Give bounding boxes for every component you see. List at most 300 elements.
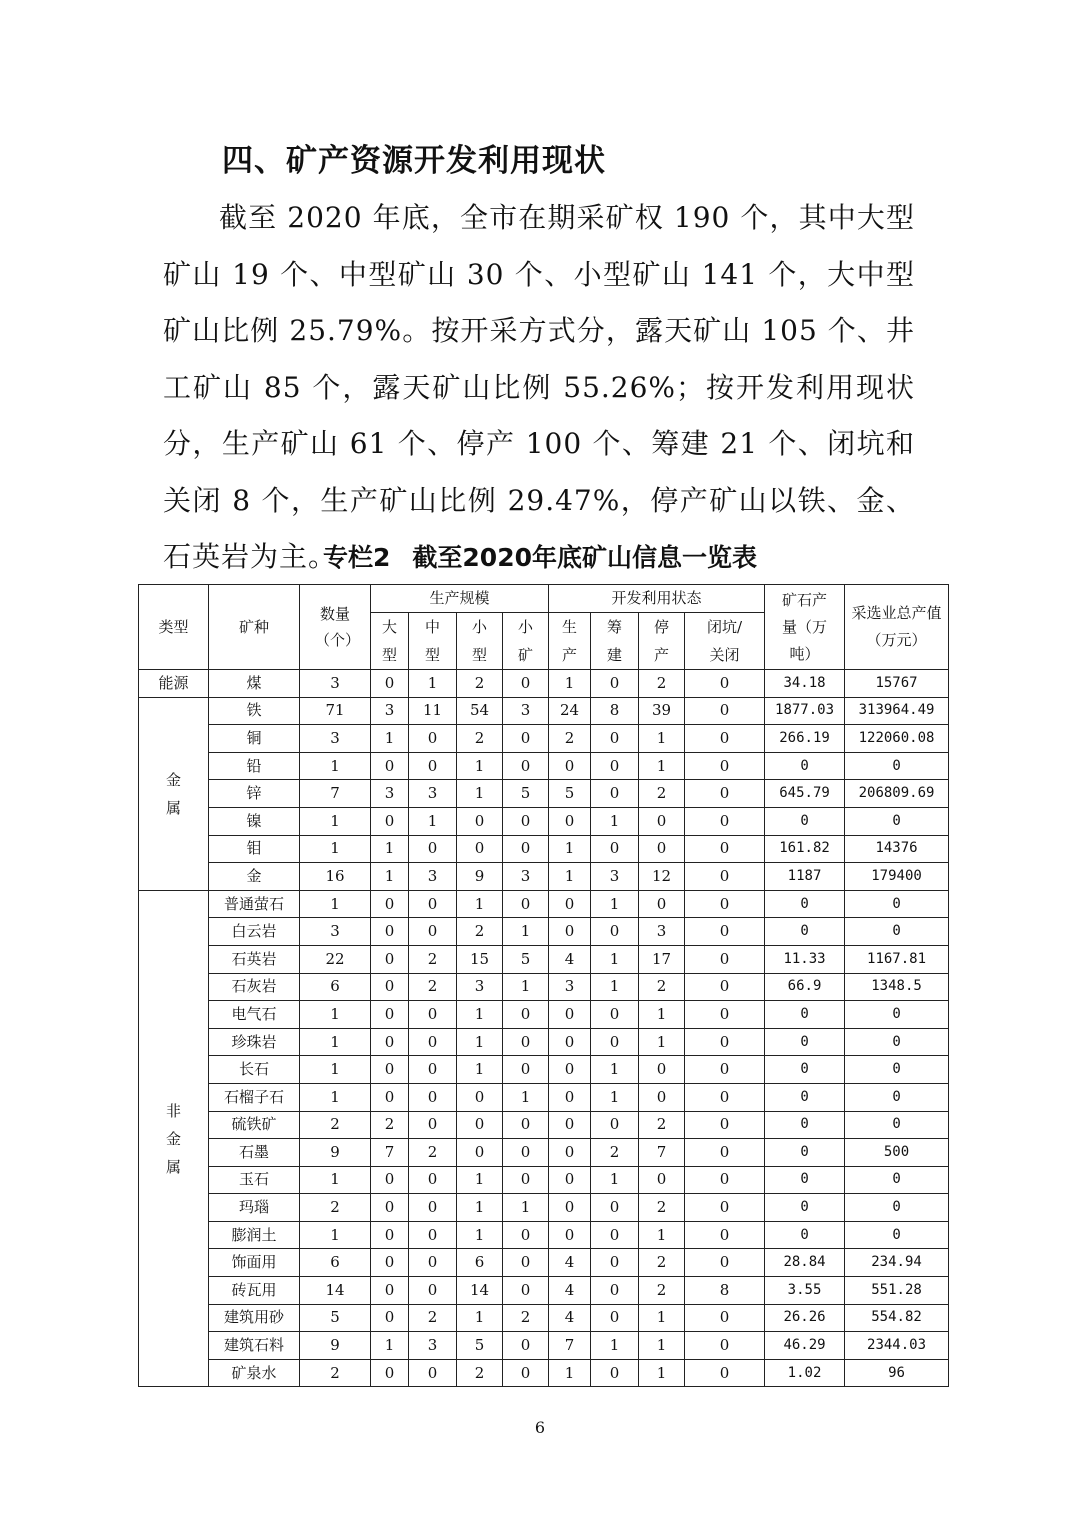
cell-producing: 0 xyxy=(549,1221,591,1249)
cell-large: 3 xyxy=(371,780,409,808)
cell-output: 34.18 xyxy=(765,670,845,698)
cell-small: 0 xyxy=(457,1083,503,1111)
cell-large: 1 xyxy=(371,863,409,891)
cell-producing: 1 xyxy=(549,863,591,891)
cell-count: 1 xyxy=(300,1056,371,1084)
cell-mini: 0 xyxy=(503,670,549,698)
cell-count: 3 xyxy=(300,725,371,753)
cell-closed: 0 xyxy=(685,1249,765,1277)
cell-closed: 0 xyxy=(685,697,765,725)
cell-value: 1167.81 xyxy=(845,945,949,973)
cell-large: 7 xyxy=(371,1139,409,1167)
table-row xyxy=(139,780,949,808)
cell-closed: 0 xyxy=(685,1304,765,1332)
cell-value: 15767 xyxy=(845,670,949,698)
cell-mini: 0 xyxy=(503,1221,549,1249)
cell-output: 0 xyxy=(765,1028,845,1056)
cell-producing: 1 xyxy=(549,1359,591,1387)
cell-medium: 0 xyxy=(409,1221,457,1249)
cell-large: 2 xyxy=(371,1111,409,1139)
cell-output: 46.29 xyxy=(765,1332,845,1360)
cell-value: 0 xyxy=(845,890,949,918)
category-energy: 能源 xyxy=(139,670,209,698)
cell-count: 1 xyxy=(300,1166,371,1194)
cell-output: 1877.03 xyxy=(765,697,845,725)
cell-count: 3 xyxy=(300,670,371,698)
cell-mineral: 铜 xyxy=(209,725,300,753)
cell-mini: 0 xyxy=(503,890,549,918)
cell-halted: 2 xyxy=(639,1194,685,1222)
cell-large: 0 xyxy=(371,945,409,973)
cell-halted: 1 xyxy=(639,1332,685,1360)
cell-closed: 0 xyxy=(685,1359,765,1387)
cell-medium: 0 xyxy=(409,1028,457,1056)
header-output: 矿石产量（万吨） xyxy=(765,585,845,670)
cell-value: 0 xyxy=(845,918,949,946)
cell-small: 0 xyxy=(457,1139,503,1167)
cell-large: 0 xyxy=(371,890,409,918)
cell-small: 2 xyxy=(457,918,503,946)
cell-medium: 0 xyxy=(409,752,457,780)
cell-halted: 0 xyxy=(639,890,685,918)
cell-producing: 0 xyxy=(549,1194,591,1222)
cell-halted: 1 xyxy=(639,725,685,753)
cell-producing: 0 xyxy=(549,1083,591,1111)
cell-producing: 0 xyxy=(549,1028,591,1056)
cell-medium: 1 xyxy=(409,670,457,698)
cell-medium: 2 xyxy=(409,945,457,973)
cell-mini: 1 xyxy=(503,973,549,1001)
cell-medium: 1 xyxy=(409,807,457,835)
cell-producing: 24 xyxy=(549,697,591,725)
cell-large: 0 xyxy=(371,1249,409,1277)
table-row xyxy=(139,697,949,725)
cell-producing: 0 xyxy=(549,1111,591,1139)
cell-mineral: 石榴子石 xyxy=(209,1083,300,1111)
cell-planning: 0 xyxy=(591,752,639,780)
header-status-producing: 生产 xyxy=(549,613,591,670)
cell-value: 179400 xyxy=(845,863,949,891)
cell-closed: 0 xyxy=(685,835,765,863)
cell-output: 645.79 xyxy=(765,780,845,808)
cell-halted: 1 xyxy=(639,1001,685,1029)
cell-planning: 0 xyxy=(591,918,639,946)
category-metal: 金属 xyxy=(139,697,209,890)
cell-closed: 0 xyxy=(685,1056,765,1084)
cell-large: 0 xyxy=(371,807,409,835)
table-caption xyxy=(0,538,1080,574)
cell-output: 1.02 xyxy=(765,1359,845,1387)
header-scale-large: 大型 xyxy=(371,613,409,670)
cell-producing: 4 xyxy=(549,945,591,973)
header-type: 类型 xyxy=(139,585,209,670)
cell-planning: 0 xyxy=(591,725,639,753)
cell-mineral: 玛瑙 xyxy=(209,1194,300,1222)
cell-planning: 1 xyxy=(591,973,639,1001)
cell-planning: 3 xyxy=(591,863,639,891)
cell-planning: 2 xyxy=(591,1139,639,1167)
cell-halted: 2 xyxy=(639,1249,685,1277)
cell-output: 1187 xyxy=(765,863,845,891)
table-row xyxy=(139,1111,949,1139)
cell-mineral: 石灰岩 xyxy=(209,973,300,1001)
cell-small: 0 xyxy=(457,835,503,863)
cell-halted: 0 xyxy=(639,1083,685,1111)
cell-mini: 0 xyxy=(503,1332,549,1360)
cell-halted: 2 xyxy=(639,973,685,1001)
cell-closed: 0 xyxy=(685,973,765,1001)
cell-small: 54 xyxy=(457,697,503,725)
cell-value: 96 xyxy=(845,1359,949,1387)
cell-medium: 3 xyxy=(409,1332,457,1360)
cell-halted: 2 xyxy=(639,1111,685,1139)
cell-small: 1 xyxy=(457,780,503,808)
cell-value: 313964.49 xyxy=(845,697,949,725)
cell-producing: 0 xyxy=(549,752,591,780)
cell-value: 122060.08 xyxy=(845,725,949,753)
cell-closed: 0 xyxy=(685,670,765,698)
cell-planning: 1 xyxy=(591,945,639,973)
cell-halted: 1 xyxy=(639,752,685,780)
cell-producing: 1 xyxy=(549,670,591,698)
cell-closed: 0 xyxy=(685,1001,765,1029)
cell-producing: 0 xyxy=(549,807,591,835)
cell-mini: 5 xyxy=(503,780,549,808)
cell-value: 2344.03 xyxy=(845,1332,949,1360)
cell-mineral: 砖瓦用 xyxy=(209,1277,300,1305)
cell-halted: 0 xyxy=(639,1166,685,1194)
cell-small: 1 xyxy=(457,1056,503,1084)
cell-medium: 0 xyxy=(409,725,457,753)
table-row xyxy=(139,1083,949,1111)
cell-closed: 0 xyxy=(685,725,765,753)
cell-medium: 0 xyxy=(409,1083,457,1111)
cell-small: 1 xyxy=(457,752,503,780)
cell-count: 9 xyxy=(300,1332,371,1360)
header-status-halted: 停产 xyxy=(639,613,685,670)
cell-output: 0 xyxy=(765,752,845,780)
cell-value: 0 xyxy=(845,1056,949,1084)
cell-planning: 0 xyxy=(591,1194,639,1222)
header-status-closed: 闭坑/关闭 xyxy=(685,613,765,670)
cell-mini: 1 xyxy=(503,1194,549,1222)
cell-mini: 3 xyxy=(503,863,549,891)
table-row xyxy=(139,752,949,780)
cell-value: 0 xyxy=(845,1001,949,1029)
cell-mini: 5 xyxy=(503,945,549,973)
cell-large: 0 xyxy=(371,670,409,698)
cell-value: 1348.5 xyxy=(845,973,949,1001)
cell-medium: 0 xyxy=(409,918,457,946)
cell-small: 5 xyxy=(457,1332,503,1360)
cell-mini: 1 xyxy=(503,1083,549,1111)
cell-mineral: 硫铁矿 xyxy=(209,1111,300,1139)
cell-small: 1 xyxy=(457,1001,503,1029)
cell-large: 0 xyxy=(371,1028,409,1056)
cell-count: 1 xyxy=(300,890,371,918)
cell-mineral: 锌 xyxy=(209,780,300,808)
category-nonmetal: 非金属 xyxy=(139,890,209,1387)
header-scale-mini: 小矿 xyxy=(503,613,549,670)
cell-count: 6 xyxy=(300,973,371,1001)
cell-value: 551.28 xyxy=(845,1277,949,1305)
cell-producing: 1 xyxy=(549,835,591,863)
cell-count: 6 xyxy=(300,1249,371,1277)
cell-medium: 11 xyxy=(409,697,457,725)
cell-output: 0 xyxy=(765,890,845,918)
cell-closed: 0 xyxy=(685,807,765,835)
cell-small: 6 xyxy=(457,1249,503,1277)
cell-medium: 3 xyxy=(409,863,457,891)
cell-output: 0 xyxy=(765,1139,845,1167)
cell-mineral: 电气石 xyxy=(209,1001,300,1029)
cell-count: 1 xyxy=(300,835,371,863)
cell-mineral: 建筑用砂 xyxy=(209,1304,300,1332)
cell-mineral: 膨润土 xyxy=(209,1221,300,1249)
cell-count: 1 xyxy=(300,1221,371,1249)
cell-output: 0 xyxy=(765,1001,845,1029)
cell-closed: 0 xyxy=(685,918,765,946)
cell-mini: 0 xyxy=(503,1001,549,1029)
body-paragraph: 截至 2020 年底，全市在期采矿权 190 个，其中大型矿山 19 个、中型矿山 30 个、小型矿山 141 个，大中型矿山比例 25.79%。按开采方式分，露天矿山 105 个、井工矿山 85 个，露天矿山比例 55.26%；按开发利用现状分，生产矿山 61 个、停产 100 个、筹建 21 个、闭坑和关闭 8 个，生产矿山比例 29.47%，停产矿山以铁、金、石英岩为主。 xyxy=(163,201,915,573)
table-row xyxy=(139,1332,949,1360)
cell-producing: 0 xyxy=(549,1056,591,1084)
cell-producing: 2 xyxy=(549,725,591,753)
cell-halted: 39 xyxy=(639,697,685,725)
cell-mini: 0 xyxy=(503,1277,549,1305)
cell-mineral: 建筑石料 xyxy=(209,1332,300,1360)
cell-closed: 0 xyxy=(685,1111,765,1139)
cell-value: 554.82 xyxy=(845,1304,949,1332)
cell-halted: 2 xyxy=(639,780,685,808)
cell-closed: 0 xyxy=(685,863,765,891)
cell-mineral: 铅 xyxy=(209,752,300,780)
cell-mineral: 长石 xyxy=(209,1056,300,1084)
cell-small: 2 xyxy=(457,725,503,753)
cell-small: 15 xyxy=(457,945,503,973)
cell-halted: 0 xyxy=(639,835,685,863)
cell-count: 5 xyxy=(300,1304,371,1332)
table-row xyxy=(139,835,949,863)
cell-value: 234.94 xyxy=(845,1249,949,1277)
cell-large: 0 xyxy=(371,973,409,1001)
cell-output: 0 xyxy=(765,918,845,946)
cell-mini: 0 xyxy=(503,1139,549,1167)
cell-medium: 0 xyxy=(409,1277,457,1305)
cell-large: 0 xyxy=(371,1277,409,1305)
cell-count: 1 xyxy=(300,1001,371,1029)
cell-count: 16 xyxy=(300,863,371,891)
cell-small: 1 xyxy=(457,1028,503,1056)
cell-mineral: 铁 xyxy=(209,697,300,725)
cell-producing: 0 xyxy=(549,1001,591,1029)
header-count: 数量（个） xyxy=(300,585,371,670)
cell-mini: 0 xyxy=(503,725,549,753)
cell-mini: 0 xyxy=(503,1111,549,1139)
cell-medium: 0 xyxy=(409,1166,457,1194)
cell-planning: 0 xyxy=(591,835,639,863)
cell-small: 0 xyxy=(457,807,503,835)
cell-closed: 0 xyxy=(685,780,765,808)
table-row xyxy=(139,1166,949,1194)
cell-output: 0 xyxy=(765,1083,845,1111)
cell-value: 14376 xyxy=(845,835,949,863)
cell-value: 500 xyxy=(845,1139,949,1167)
cell-closed: 0 xyxy=(685,752,765,780)
table-row xyxy=(139,670,949,698)
cell-halted: 0 xyxy=(639,1056,685,1084)
cell-mineral: 矿泉水 xyxy=(209,1359,300,1387)
cell-medium: 0 xyxy=(409,1001,457,1029)
cell-planning: 1 xyxy=(591,1332,639,1360)
cell-halted: 12 xyxy=(639,863,685,891)
table-title: 截至2020年底矿山信息一览表 xyxy=(412,543,757,572)
cell-closed: 0 xyxy=(685,1332,765,1360)
cell-output: 0 xyxy=(765,1056,845,1084)
cell-value: 206809.69 xyxy=(845,780,949,808)
cell-count: 7 xyxy=(300,780,371,808)
header-status-planning: 筹建 xyxy=(591,613,639,670)
cell-value: 0 xyxy=(845,1194,949,1222)
cell-producing: 4 xyxy=(549,1304,591,1332)
cell-planning: 1 xyxy=(591,1166,639,1194)
cell-small: 9 xyxy=(457,863,503,891)
cell-planning: 1 xyxy=(591,1083,639,1111)
table-row xyxy=(139,945,949,973)
cell-mineral: 钼 xyxy=(209,835,300,863)
cell-halted: 3 xyxy=(639,918,685,946)
cell-mini: 0 xyxy=(503,1028,549,1056)
cell-count: 1 xyxy=(300,752,371,780)
cell-planning: 1 xyxy=(591,1056,639,1084)
cell-medium: 0 xyxy=(409,1056,457,1084)
cell-halted: 0 xyxy=(639,807,685,835)
cell-small: 1 xyxy=(457,1166,503,1194)
cell-planning: 0 xyxy=(591,1277,639,1305)
cell-small: 1 xyxy=(457,890,503,918)
table-row xyxy=(139,1359,949,1387)
cell-halted: 2 xyxy=(639,1277,685,1305)
cell-medium: 0 xyxy=(409,890,457,918)
cell-mini: 0 xyxy=(503,1249,549,1277)
cell-value: 0 xyxy=(845,1028,949,1056)
cell-output: 161.82 xyxy=(765,835,845,863)
cell-mini: 3 xyxy=(503,697,549,725)
cell-count: 71 xyxy=(300,697,371,725)
cell-count: 9 xyxy=(300,1139,371,1167)
cell-small: 0 xyxy=(457,1111,503,1139)
cell-mini: 0 xyxy=(503,807,549,835)
cell-producing: 0 xyxy=(549,918,591,946)
cell-small: 14 xyxy=(457,1277,503,1305)
cell-small: 2 xyxy=(457,1359,503,1387)
cell-producing: 0 xyxy=(549,1139,591,1167)
cell-value: 0 xyxy=(845,1111,949,1139)
table-row xyxy=(139,1028,949,1056)
cell-large: 0 xyxy=(371,918,409,946)
cell-producing: 0 xyxy=(549,890,591,918)
cell-small: 1 xyxy=(457,1304,503,1332)
cell-closed: 0 xyxy=(685,1194,765,1222)
cell-count: 2 xyxy=(300,1194,371,1222)
cell-mini: 0 xyxy=(503,1166,549,1194)
cell-large: 0 xyxy=(371,1194,409,1222)
cell-halted: 1 xyxy=(639,1028,685,1056)
cell-count: 14 xyxy=(300,1277,371,1305)
cell-medium: 0 xyxy=(409,1194,457,1222)
cell-mineral: 金 xyxy=(209,863,300,891)
cell-output: 66.9 xyxy=(765,973,845,1001)
cell-large: 0 xyxy=(371,1001,409,1029)
cell-closed: 0 xyxy=(685,1083,765,1111)
cell-closed: 0 xyxy=(685,890,765,918)
header-mineral: 矿种 xyxy=(209,585,300,670)
cell-producing: 4 xyxy=(549,1249,591,1277)
cell-mineral: 饰面用 xyxy=(209,1249,300,1277)
cell-value: 0 xyxy=(845,1166,949,1194)
cell-planning: 0 xyxy=(591,1111,639,1139)
cell-mini: 1 xyxy=(503,918,549,946)
header-value: 采选业总产值（万元） xyxy=(845,585,949,670)
cell-medium: 2 xyxy=(409,1304,457,1332)
cell-value: 0 xyxy=(845,752,949,780)
cell-large: 1 xyxy=(371,725,409,753)
cell-planning: 0 xyxy=(591,1028,639,1056)
cell-closed: 0 xyxy=(685,945,765,973)
cell-output: 3.55 xyxy=(765,1277,845,1305)
cell-mineral: 石墨 xyxy=(209,1139,300,1167)
table-row xyxy=(139,1139,949,1167)
cell-planning: 0 xyxy=(591,1304,639,1332)
cell-output: 28.84 xyxy=(765,1249,845,1277)
cell-closed: 0 xyxy=(685,1139,765,1167)
cell-mineral: 镍 xyxy=(209,807,300,835)
cell-halted: 17 xyxy=(639,945,685,973)
cell-small: 3 xyxy=(457,973,503,1001)
cell-output: 0 xyxy=(765,807,845,835)
page-number: 6 xyxy=(534,1418,546,1437)
cell-mineral: 珍珠岩 xyxy=(209,1028,300,1056)
cell-mini: 0 xyxy=(503,835,549,863)
cell-count: 22 xyxy=(300,945,371,973)
cell-small: 1 xyxy=(457,1221,503,1249)
cell-halted: 1 xyxy=(639,1304,685,1332)
table-row xyxy=(139,1001,949,1029)
cell-large: 0 xyxy=(371,1221,409,1249)
cell-closed: 8 xyxy=(685,1277,765,1305)
table-row xyxy=(139,973,949,1001)
cell-medium: 0 xyxy=(409,1359,457,1387)
cell-planning: 8 xyxy=(591,697,639,725)
cell-halted: 1 xyxy=(639,1359,685,1387)
cell-planning: 0 xyxy=(591,670,639,698)
table-row xyxy=(139,1249,949,1277)
cell-medium: 3 xyxy=(409,780,457,808)
cell-count: 3 xyxy=(300,918,371,946)
table-row xyxy=(139,890,949,918)
cell-halted: 7 xyxy=(639,1139,685,1167)
cell-output: 266.19 xyxy=(765,725,845,753)
cell-value: 0 xyxy=(845,1083,949,1111)
table-row xyxy=(139,807,949,835)
table-label: 专栏2 xyxy=(323,543,391,572)
cell-count: 1 xyxy=(300,1028,371,1056)
cell-mineral: 石英岩 xyxy=(209,945,300,973)
table-row xyxy=(139,1056,949,1084)
cell-planning: 0 xyxy=(591,1001,639,1029)
cell-output: 11.33 xyxy=(765,945,845,973)
cell-producing: 3 xyxy=(549,973,591,1001)
